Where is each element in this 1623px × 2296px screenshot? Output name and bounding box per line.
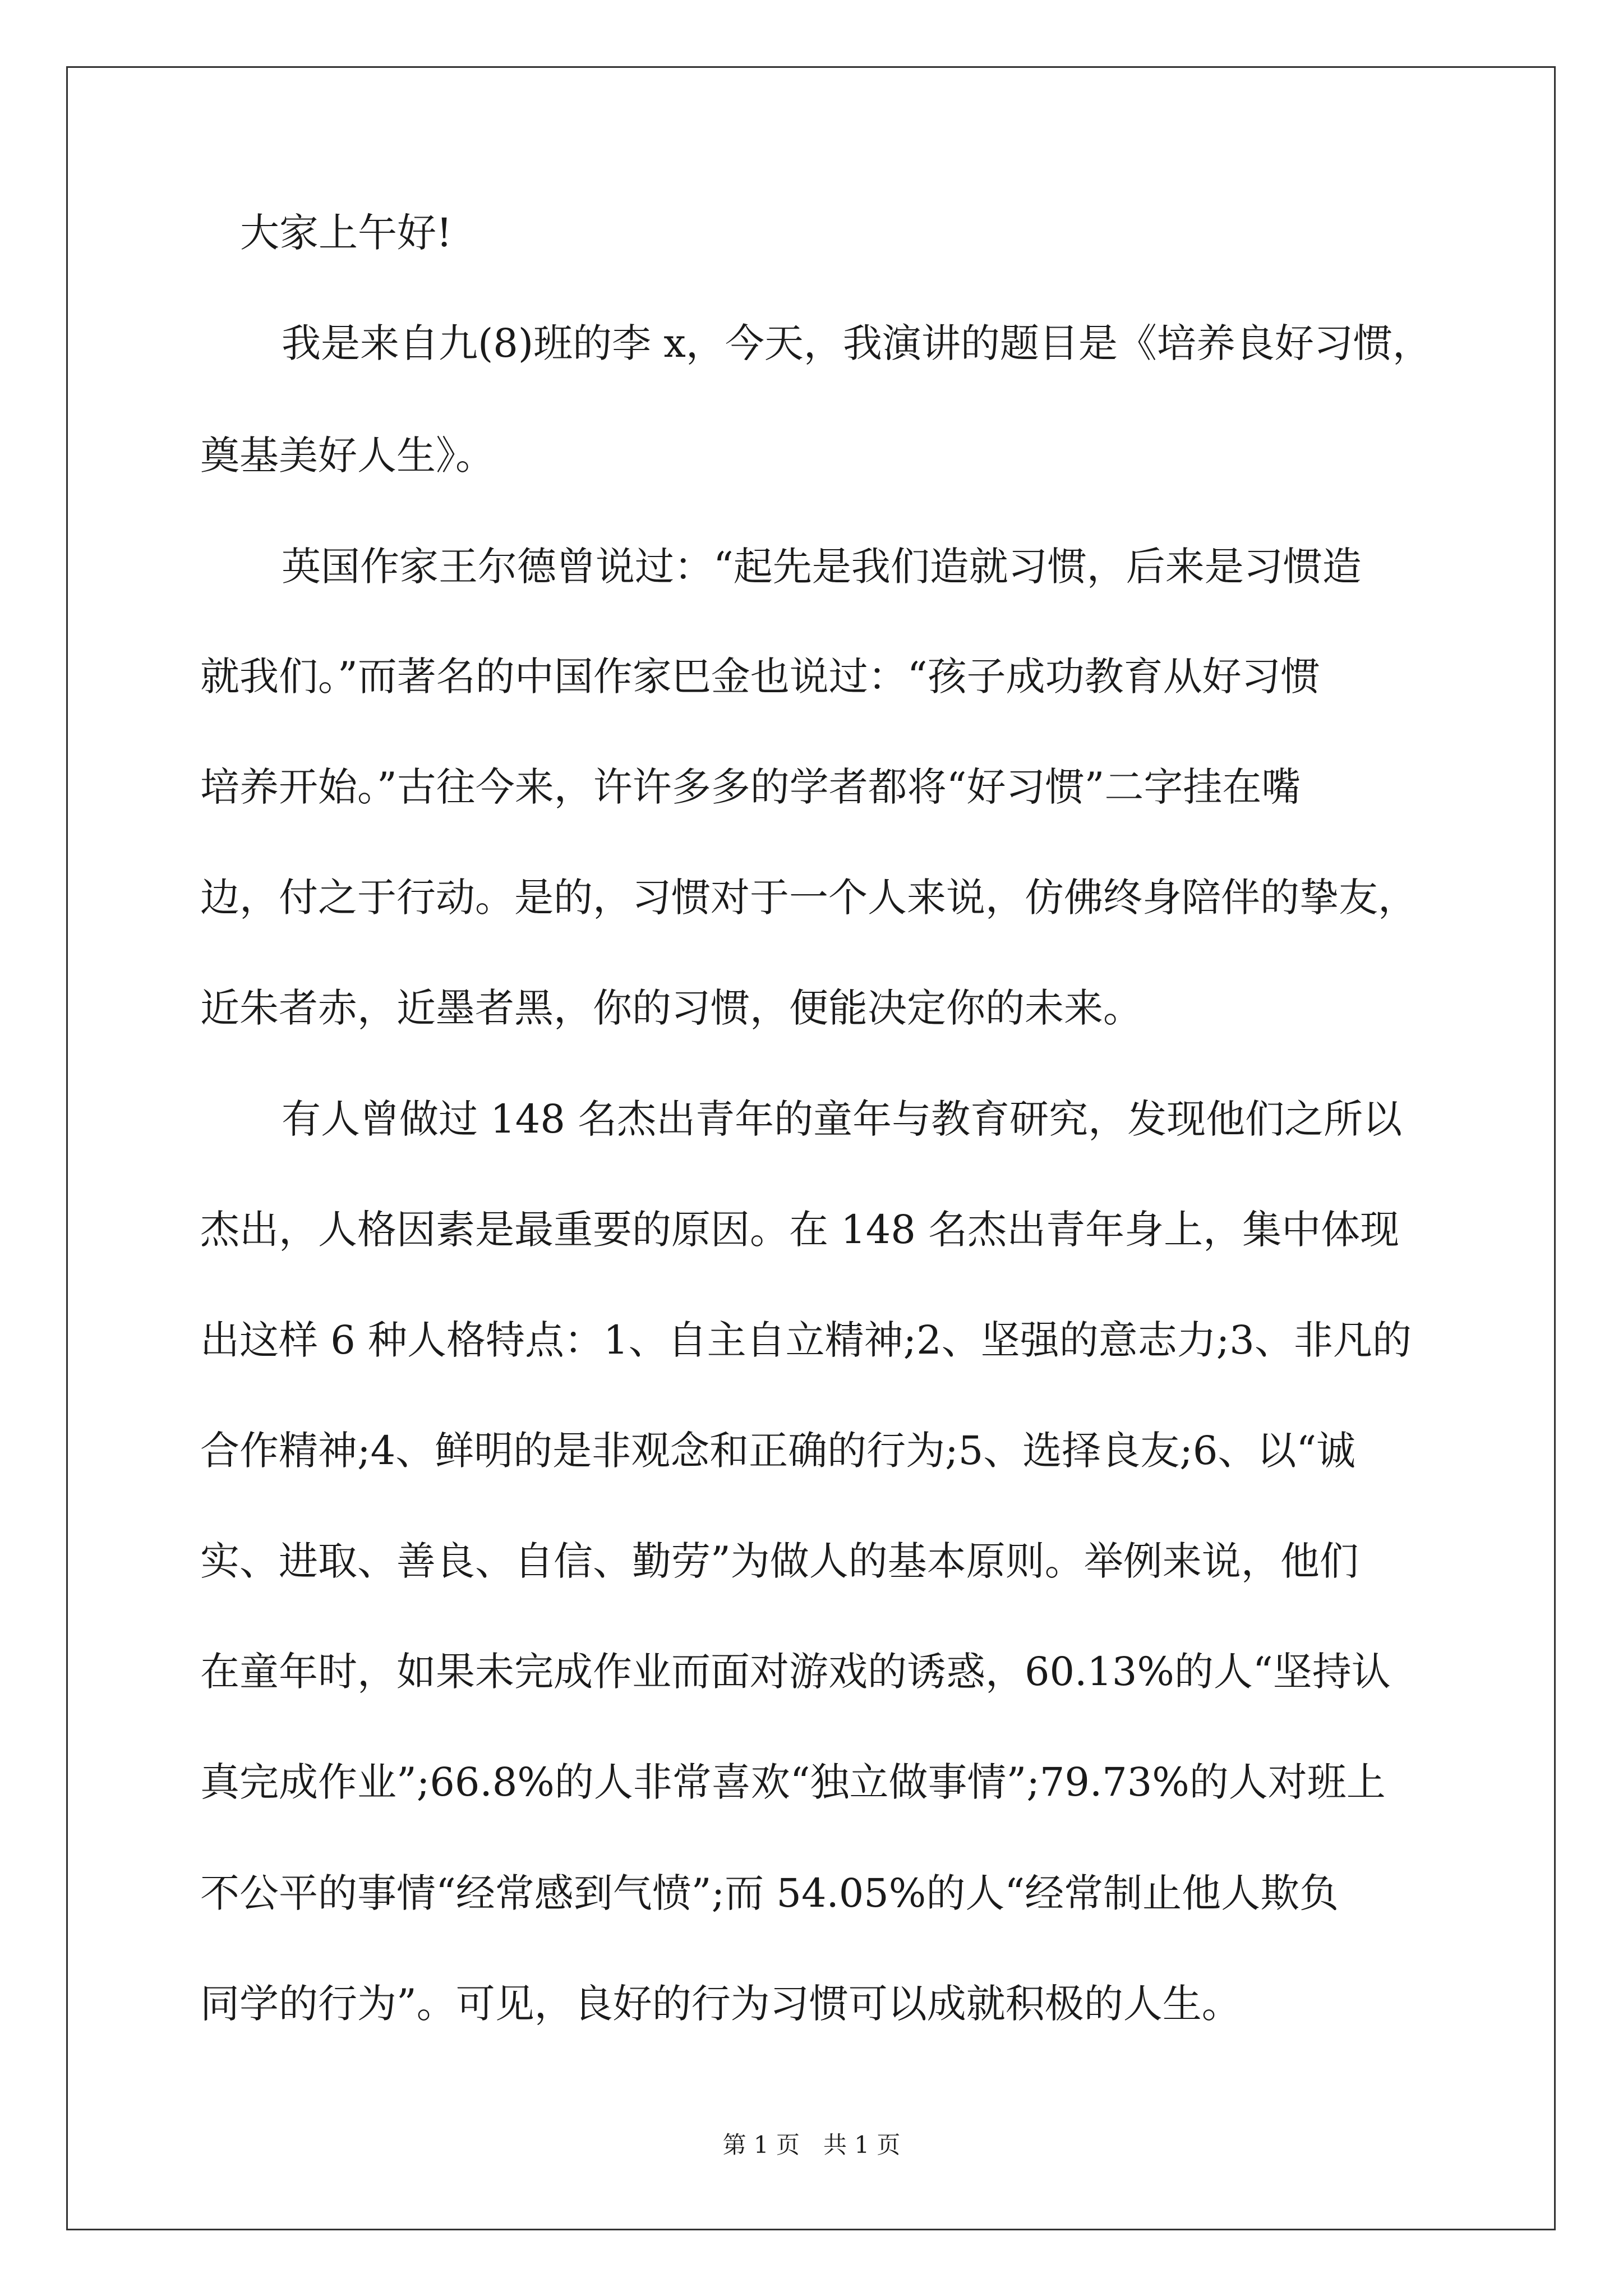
text-line: 我是来自九(8)班的李 x，今天，我演讲的题目是《培养良好习惯，	[282, 320, 1432, 366]
text-line: 大家上午好!	[240, 210, 453, 256]
text-line: 实、进取、善良、自信、勤劳”为做人的基本原则。举例来说，他们	[200, 1538, 1359, 1584]
text-line: 合作精神;4、鲜明的是非观念和正确的行为;5、选择良友;6、以“诚	[200, 1428, 1356, 1474]
text-line: 边，付之于行动。是的，习惯对于一个人来说，仿佛终身陪伴的挚友，	[200, 875, 1417, 921]
text-line: 同学的行为”。可见，良好的行为习惯可以成就积极的人生。	[200, 1981, 1241, 2027]
text-line: 出这样 6 种人格特点：1、自主自立精神;2、坚强的意志力;3、非凡的	[200, 1317, 1412, 1363]
text-line: 不公平的事情“经常感到气愤”;而 54.05%的人“经常制止他人欺负	[200, 1870, 1339, 1916]
text-line: 培养开始。”古往今来，许许多多的学者都将“好习惯”二字挂在嘴	[200, 764, 1301, 810]
text-line: 近朱者赤，近墨者黑，你的习惯，便能决定你的未来。	[200, 985, 1142, 1031]
page-footer: 第 1 页 共 1 页	[722, 2131, 901, 2159]
text-line: 在童年时，如果未完成作业而面对游戏的诱惑，60.13%的人“坚持认	[200, 1649, 1391, 1695]
text-line: 英国作家王尔德曾说过：“起先是我们造就习惯，后来是习惯造	[282, 544, 1362, 590]
text-line: 有人曾做过 148 名杰出青年的童年与教育研究，发现他们之所以	[282, 1096, 1403, 1142]
text-line: 就我们。”而著名的中国作家巴金也说过：“孩子成功教育从好习惯	[200, 654, 1320, 700]
text-line: 真完成作业”;66.8%的人非常喜欢“独立做事情”;79.73%的人对班上	[200, 1759, 1386, 1805]
text-line: 杰出，人格因素是最重要的原因。在 148 名杰出青年身上，集中体现	[200, 1207, 1400, 1253]
text-line: 奠基美好人生》。	[200, 432, 495, 478]
